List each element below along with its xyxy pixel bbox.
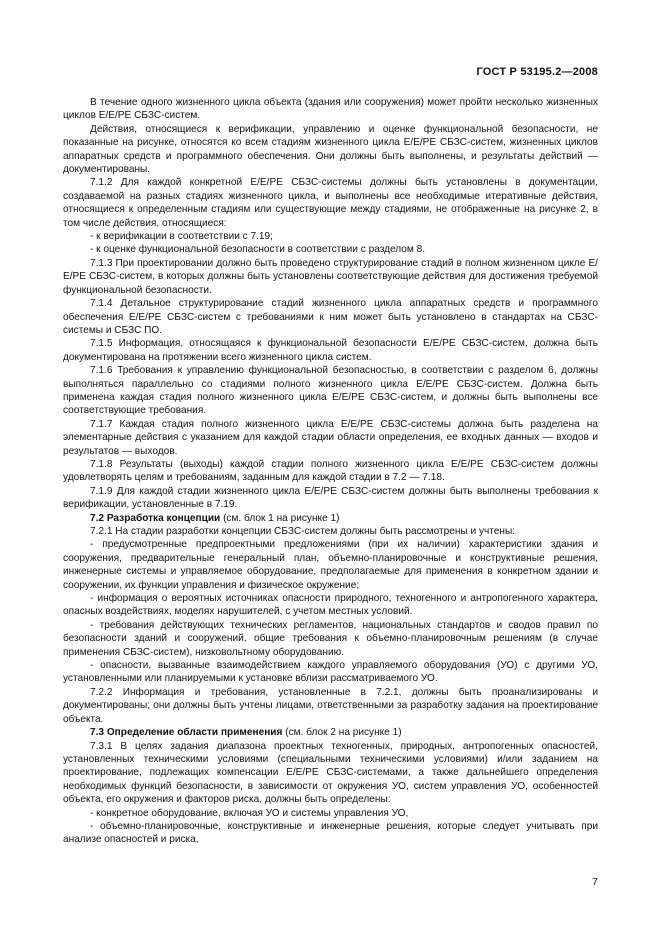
paragraph: В течение одного жизненного цикла объекта (здания или сооружения) может пройти несколько жизненных циклов Е/Е/РЕ СБЗС-систем. [63,97,598,122]
list-item: - конкретное оборудование, включая УО и системы управления УО, [90,807,409,819]
list-item: - к оценке функциональной безопасности в соответствии с разделом 8. [90,244,426,256]
paragraph: 7.1.3 При проектировании должно быть проведено структурирование стадий в полном жизненном цикле Е/Е/РЕ СБЗС-систем, в которых должны быть установлены соответствующие действия для достижения требуемой функциональной безопасности. [63,257,598,296]
paragraph: 7.1.9 Для каждой стадии жизненного цикла Е/Е/РЕ СБЗС-систем должны быть выполнены требования к верификации, установленные в 7.19. [63,485,598,511]
list-item: - объемно-планировочные, конструктивные и инженерные решения, которые следует учитывать при анализе опасностей и риска, [63,820,598,846]
paragraph: 7.1.5 Информация, относящаяся к функциональной безопасности Е/Е/РЕ СБЗС-систем, должна быть документирована на протяжении всего жизненного цикла систем. [63,338,598,363]
section-heading-7-3 [63,726,598,739]
document-body [63,96,598,847]
paragraph: 7.1.4 Детальное структурирование стадий жизненного цикла аппаратных средств и программного обеспечения Е/Е/РЕ СБЗС-систем с требованиями к ним может быть установлено в стандартах на СБЗС-системы и СБЗС ПО. [63,298,598,336]
paragraph: 7.1.8 Результаты (выходы) каждой стадии полного жизненного цикла Е/Е/РЕ СБЗС-систем должны удовлетворять целям и требованиям, заданным для каждой стадии в 7.2 — 7.18. [63,458,598,484]
section-title: 7.3 Определение области применения [90,727,283,739]
section-title: 7.2 Разработка концепции [90,512,221,524]
list-item: - требования действующих технических регламентов, национальных стандартов и сводов правил по безопасности зданий и сооружений, общие требования к объемно-планировочным решениям (в случае применения СБЗС-систем), низковольтному оборудованию. [63,619,598,658]
document-header: ГОСТ Р 53195.2—2008 [476,66,598,78]
paragraph: Действия, относящиеся к верификации, управлению и оценке функциональной безопасности, не показанные на рисунке, относятся ко всем стадиям жизненного цикла Е/Е/РЕ СБЗС-систем, жизненных циклов аппаратных средств и программного обеспечения. Они должны быть выполнены, и результаты действий — документированы. [63,123,598,176]
list-item: - информация о вероятных источниках опасности природного, техногенного и антропогенного характера, опасных воздействиях, моделях нарушителей, с учетом местных условий. [63,593,598,618]
paragraph: 7.1.6 Требования к управлению функциональной безопасностью, в соответствии с разделом 6, должны выполняться параллельно со стадиями полного жизненного цикла Е/Е/РЕ СБЗС-систем. Должна быть применена каждая стадия полного жизненного цикла Е/Е/РЕ СБЗС-систем, и должны быть выполнены все соответствующие требования. [63,365,598,417]
paragraph: 7.2.2 Информация и требования, установленные в 7.2.1, должны быть проанализированы и документированы; они должны быть учтены лицами, ответственными за разработку задания на проектирование объекта. [63,686,598,725]
paragraph: 7.1.7 Каждая стадия полного жизненного цикла Е/Е/РЕ СБЗС-системы должна быть разделена на элементарные действия с указанием для каждой стадии области определения, ее входных данных — входов и результатов — выходов. [63,418,598,457]
paragraph: 7.3.1 В целях задания диапазона проектных техногенных, природных, антропогенных опасностей, установленных техническими условиями (специальными техническими условиями) и/или заданием на проектирование, подлежащих компенсации Е/Е/РЕ СБЗС-системами, а также дальнейшего определения необходимых функций безопасности, в зависимости от окружения УО, систем управления УО, особенностей объекта, его окружения и факторов риска, должны быть определены: [63,740,598,806]
paragraph: 7.1.2 Для каждой конкретной Е/Е/РЕ СБЗС-системы должны быть установлены в документации, создаваемой на разных стадиях жизненного цикла, и выполнены все необходимые итеративные действия, относящиеся к определенным стадиям или существующие между стадиями, не отображенные на рисунке 2, в том числе действия, относящиеся: [63,177,598,229]
section-note: (см. блок 1 на рисунке 1) [223,512,340,524]
page-number: 7 [592,876,598,888]
paragraph: 7.2.1 На стадии разработки концепции СБЗС-систем должны быть рассмотрены и учтены: [90,526,516,537]
list-item: - опасности, вызванные взаимодействием каждого управляемого оборудования (УО) с другими УО, установленными или планируемыми к установке вблизи рассматриваемого УО. [63,660,598,685]
section-note: (см. блок 2 на рисунке 1) [285,727,402,739]
list-item: - к верификации в соответствии с 7.19; [90,231,273,243]
list-item: - предусмотренные предпроектными предложениями (при их наличии) характеристики здания и сооружения, предварительные генеральный план, объемно-планировочные и конструктивные решения, инженерные системы и управляемое оборудование, предполагаемые для применения в конкретном здании и сооружении, их функции управления и физическое окружение; [63,539,598,591]
section-heading-7-2 [63,512,598,525]
